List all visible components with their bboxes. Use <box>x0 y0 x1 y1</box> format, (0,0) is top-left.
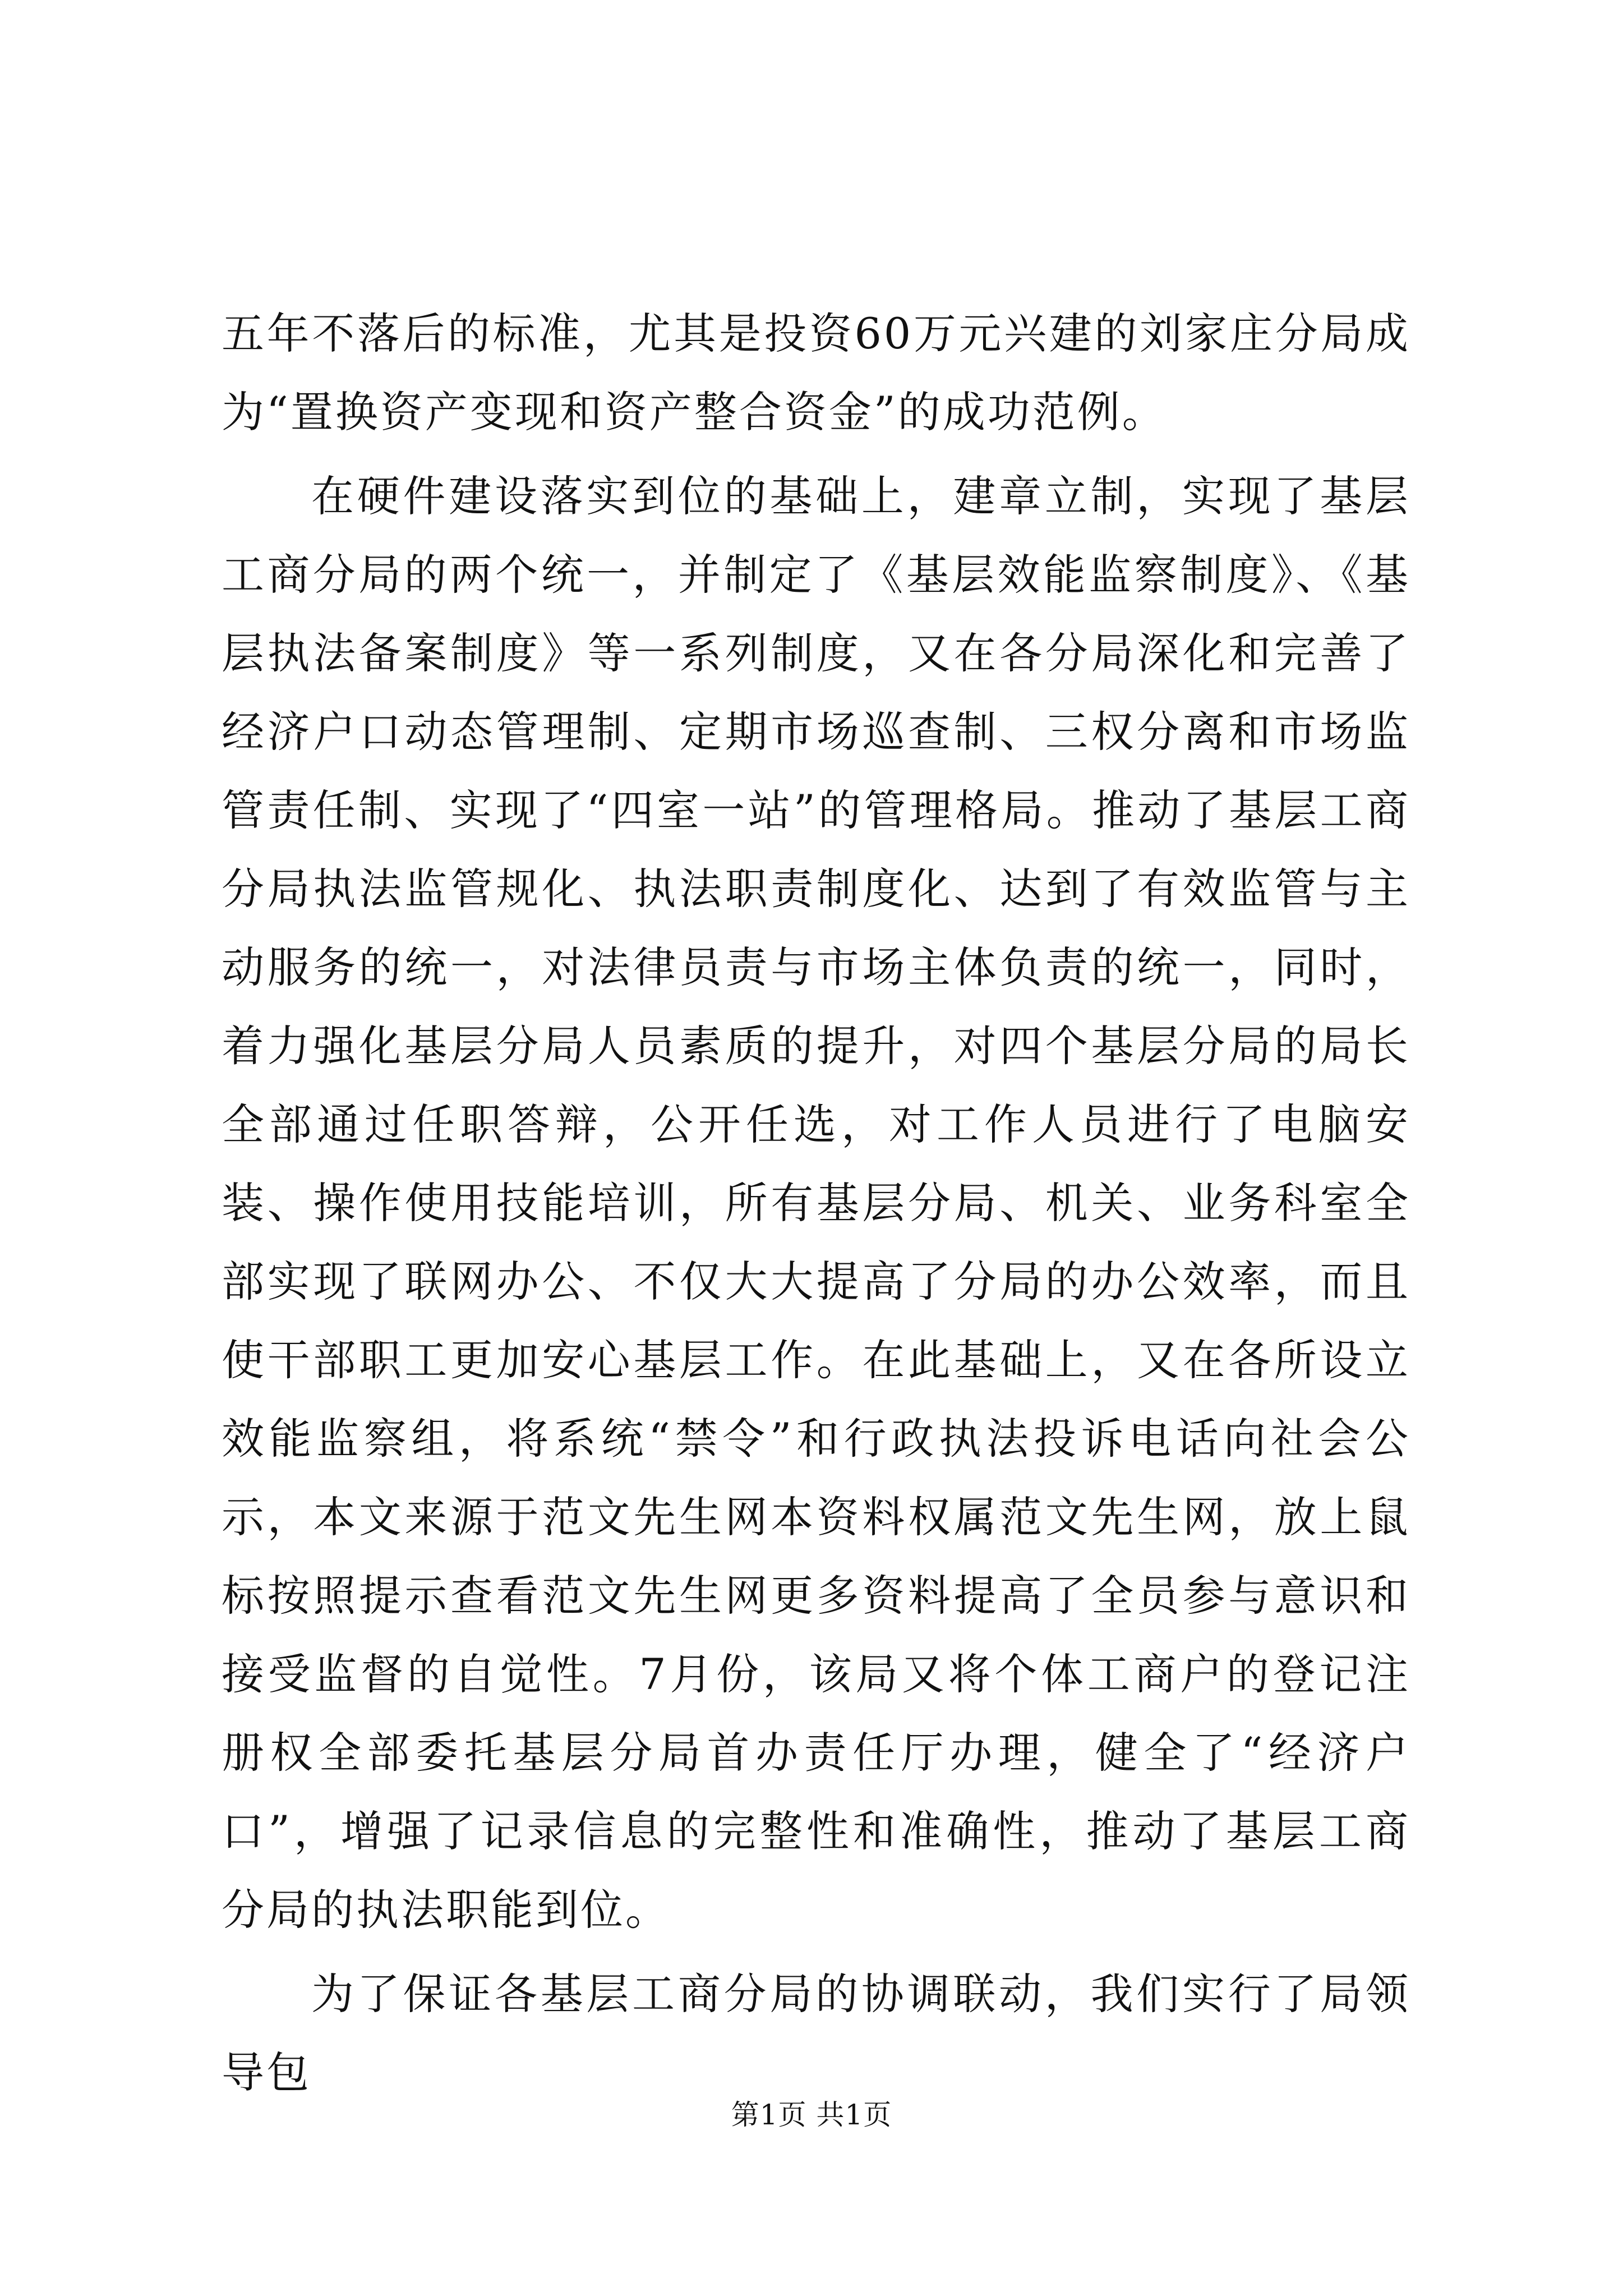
document-body <box>222 295 1410 2112</box>
paragraph-1: 五年不落后的标准，尤其是投资60万元兴建的刘家庄分局成为“置换资产变现和资产整合资金”的成功范例。 <box>222 309 1410 437</box>
paragraph-3: 为了保证各基层工商分局的协调联动，我们实行了局领导包 <box>222 1969 1410 2097</box>
page-footer <box>0 2095 1623 2134</box>
page-number-label: 第1页 共1页 <box>731 2099 892 2131</box>
paragraph-2: 在硬件建设落实到位的基础上，建章立制，实现了基层工商分局的两个统一，并制定了《基层效能监察制度》、《基层执法备案制度》等一系列制度，又在各分局深化和完善了经济户口动态管理制、定期市场巡查制、三权分离和市场监管责任制、实现了“四室一站”的管理格局。推动了基层工商分局执法监管规化、执法职责制度化、达到了有效监管与主动服务的统一，对法律员责与市场主体负责的统一，同时，着力强化基层分局人员素质的提升，对四个基层分局的局长全部通过任职答辩，公开任选，对工作人员进行了电脑安装、操作使用技能培训，所有基层分局、机关、业务科室全部实现了联网办公、不仅大大提高了分局的办公效率，而且使干部职工更加安心基层工作。在此基础上，又在各所设立效能监察组，将系统“禁令”和行政执法投诉电话向社会公示，本文来源于范文先生网本资料权属范文先生网，放上鼠标按照提示查看范文先生网更多资料提高了全员参与意识和接受监督的自觉性。7月份，该局又将个体工商户的登记注册权全部委托基层分局首办责任厅办理，健全了“经济户口”，增强了记录信息的完整性和准确性，推动了基层工商分局的执法职能到位。 <box>222 471 1410 1935</box>
